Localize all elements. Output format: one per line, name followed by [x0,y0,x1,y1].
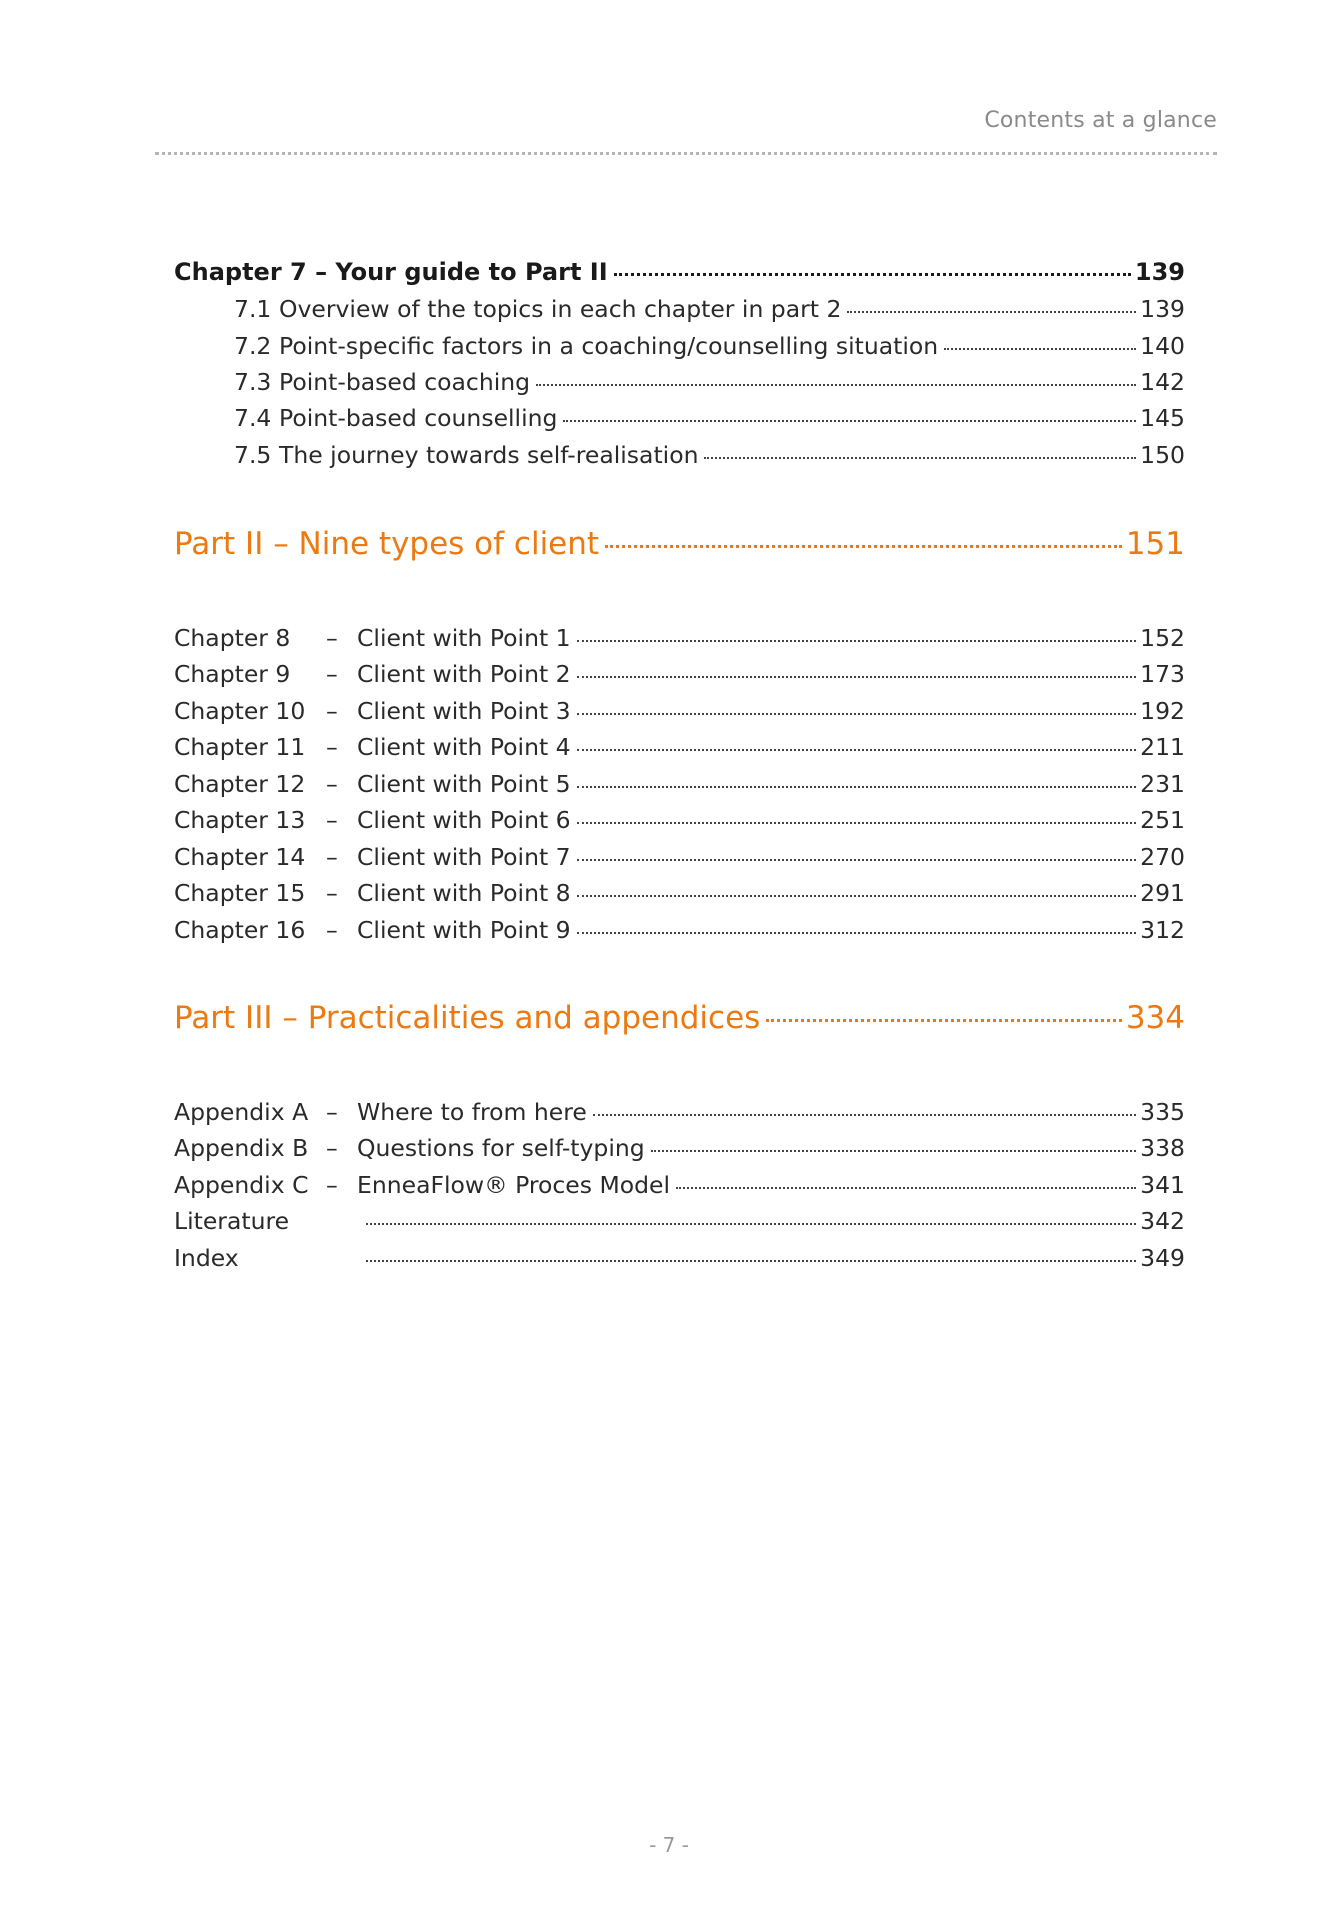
toc-chapter-8[interactable] [174,624,1185,652]
dash: – [326,1134,338,1162]
dot-leader [536,384,1136,386]
toc-page-number: 152 [1140,624,1185,652]
dot-leader [676,1187,1136,1189]
section-title: Overview of the topics in each chapter in part 2 [279,295,842,323]
dot-leader [944,348,1136,350]
toc-page-number: 142 [1140,368,1185,396]
appendix-title: Where to from here [357,1098,587,1126]
chapter-title: Client with Point 4 [357,733,571,761]
dash: – [326,843,338,871]
dash: – [326,806,338,834]
toc-page-number: 335 [1140,1098,1185,1126]
toc-page-number: 192 [1140,697,1185,725]
dot-leader [847,311,1136,313]
section-title: Point-based counselling [279,404,558,432]
entry-label: Index [174,1244,239,1272]
section-number: 7.3 [234,368,272,396]
dot-leader [577,786,1137,788]
section-title: Point-specific factors in a coaching/counselling situation [279,332,939,360]
section-number: 7.2 [234,332,272,360]
toc-appendix-c[interactable] [174,1171,1185,1199]
toc-appendix-a[interactable] [174,1098,1185,1126]
toc-page-number: 139 [1140,295,1185,323]
dot-leader [577,676,1137,678]
toc-section-7-3[interactable] [174,368,1185,396]
chapter-title: Client with Point 1 [357,624,571,652]
toc-chapter-15[interactable] [174,879,1185,907]
chapter-title: Client with Point 7 [357,843,571,871]
toc-part-2[interactable] [174,526,1185,562]
chapter-label: Chapter 12 [174,770,306,798]
chapter-title: Client with Point 2 [357,660,571,688]
appendix-label: Appendix B [174,1134,309,1162]
dot-leader [605,545,1122,548]
toc-page-number: 338 [1140,1134,1185,1162]
chapter-label: Chapter 15 [174,879,306,907]
dot-leader [577,859,1137,861]
dot-leader [577,640,1137,642]
dot-leader [577,749,1137,751]
toc-chapter-13[interactable] [174,806,1185,834]
toc-page-number: 151 [1125,526,1185,562]
dot-leader [614,273,1131,276]
toc-page-number: 291 [1140,879,1185,907]
toc-page-number: 341 [1140,1171,1185,1199]
toc-index[interactable] [174,1244,1185,1272]
chapter-label: Chapter 10 [174,697,306,725]
toc-chapter-16[interactable] [174,916,1185,944]
dot-leader [366,1223,1136,1225]
running-head: Contents at a glance [984,108,1217,133]
toc-page-number: 251 [1140,806,1185,834]
dot-leader [577,713,1137,715]
dash: – [326,879,338,907]
toc-entry-title: Chapter 7 – Your guide to Part II [174,258,608,286]
section-title: The journey towards self-realisation [279,441,699,469]
toc-page-number: 349 [1140,1244,1185,1272]
appendix-label: Appendix A [174,1098,309,1126]
part-title: Part II – Nine types of client [174,526,600,562]
toc-page-number: 173 [1140,660,1185,688]
part-title: Part III – Practicalities and appendices [174,1000,761,1036]
dot-leader [651,1150,1136,1152]
dot-leader [766,1019,1122,1022]
dash: – [326,624,338,652]
toc-page-number: 145 [1140,404,1185,432]
section-title: Point-based coaching [279,368,531,396]
chapter-label: Chapter 13 [174,806,306,834]
dot-leader [563,420,1136,422]
chapter-title: Client with Point 3 [357,697,571,725]
page-number-footer: - 7 - [649,1833,689,1857]
appendix-title: Questions for self-typing [357,1134,645,1162]
toc-page-number: 342 [1140,1207,1185,1235]
chapter-label: Chapter 16 [174,916,306,944]
section-number: 7.1 [234,295,272,323]
toc-page-number: 231 [1140,770,1185,798]
toc-page-number: 270 [1140,843,1185,871]
toc-page-number: 140 [1140,332,1185,360]
chapter-label: Chapter 11 [174,733,306,761]
dash: – [326,916,338,944]
section-number: 7.4 [234,404,272,432]
chapter-label: Chapter 14 [174,843,306,871]
toc-section-7-1[interactable] [174,295,1185,323]
toc-page-number: 139 [1134,258,1185,286]
toc-entry-chapter-7[interactable] [174,258,1185,286]
toc-chapter-10[interactable] [174,697,1185,725]
toc-chapter-12[interactable] [174,770,1185,798]
dot-leader [577,932,1137,934]
chapter-title: Client with Point 9 [357,916,571,944]
appendix-title: EnneaFlow® Proces Model [357,1171,671,1199]
toc-appendix-b[interactable] [174,1134,1185,1162]
toc-chapter-9[interactable] [174,660,1185,688]
toc-page-number: 150 [1140,441,1185,469]
dot-leader [366,1260,1136,1262]
dash: – [326,1171,338,1199]
dash: – [326,697,338,725]
toc-section-7-2[interactable] [174,332,1185,360]
toc-page-number: 312 [1140,916,1185,944]
toc-chapter-11[interactable] [174,733,1185,761]
header-dotted-rule [155,152,1217,155]
toc-chapter-14[interactable] [174,843,1185,871]
chapter-label: Chapter 8 [174,624,291,652]
dash: – [326,1098,338,1126]
entry-label: Literature [174,1207,290,1235]
appendix-label: Appendix C [174,1171,309,1199]
dot-leader [593,1114,1136,1116]
toc-section-7-5[interactable] [174,441,1185,469]
chapter-label: Chapter 9 [174,660,291,688]
toc-section-7-4[interactable] [174,404,1185,432]
toc-literature[interactable] [174,1207,1185,1235]
toc-part-3[interactable] [174,1000,1185,1036]
section-number: 7.5 [234,441,272,469]
chapter-title: Client with Point 6 [357,806,571,834]
dot-leader [577,895,1137,897]
chapter-title: Client with Point 8 [357,879,571,907]
chapter-title: Client with Point 5 [357,770,571,798]
toc-page-number: 334 [1125,1000,1185,1036]
toc-page-number: 211 [1140,733,1185,761]
dash: – [326,770,338,798]
dot-leader [577,822,1137,824]
dot-leader [704,457,1136,459]
dash: – [326,660,338,688]
dash: – [326,733,338,761]
